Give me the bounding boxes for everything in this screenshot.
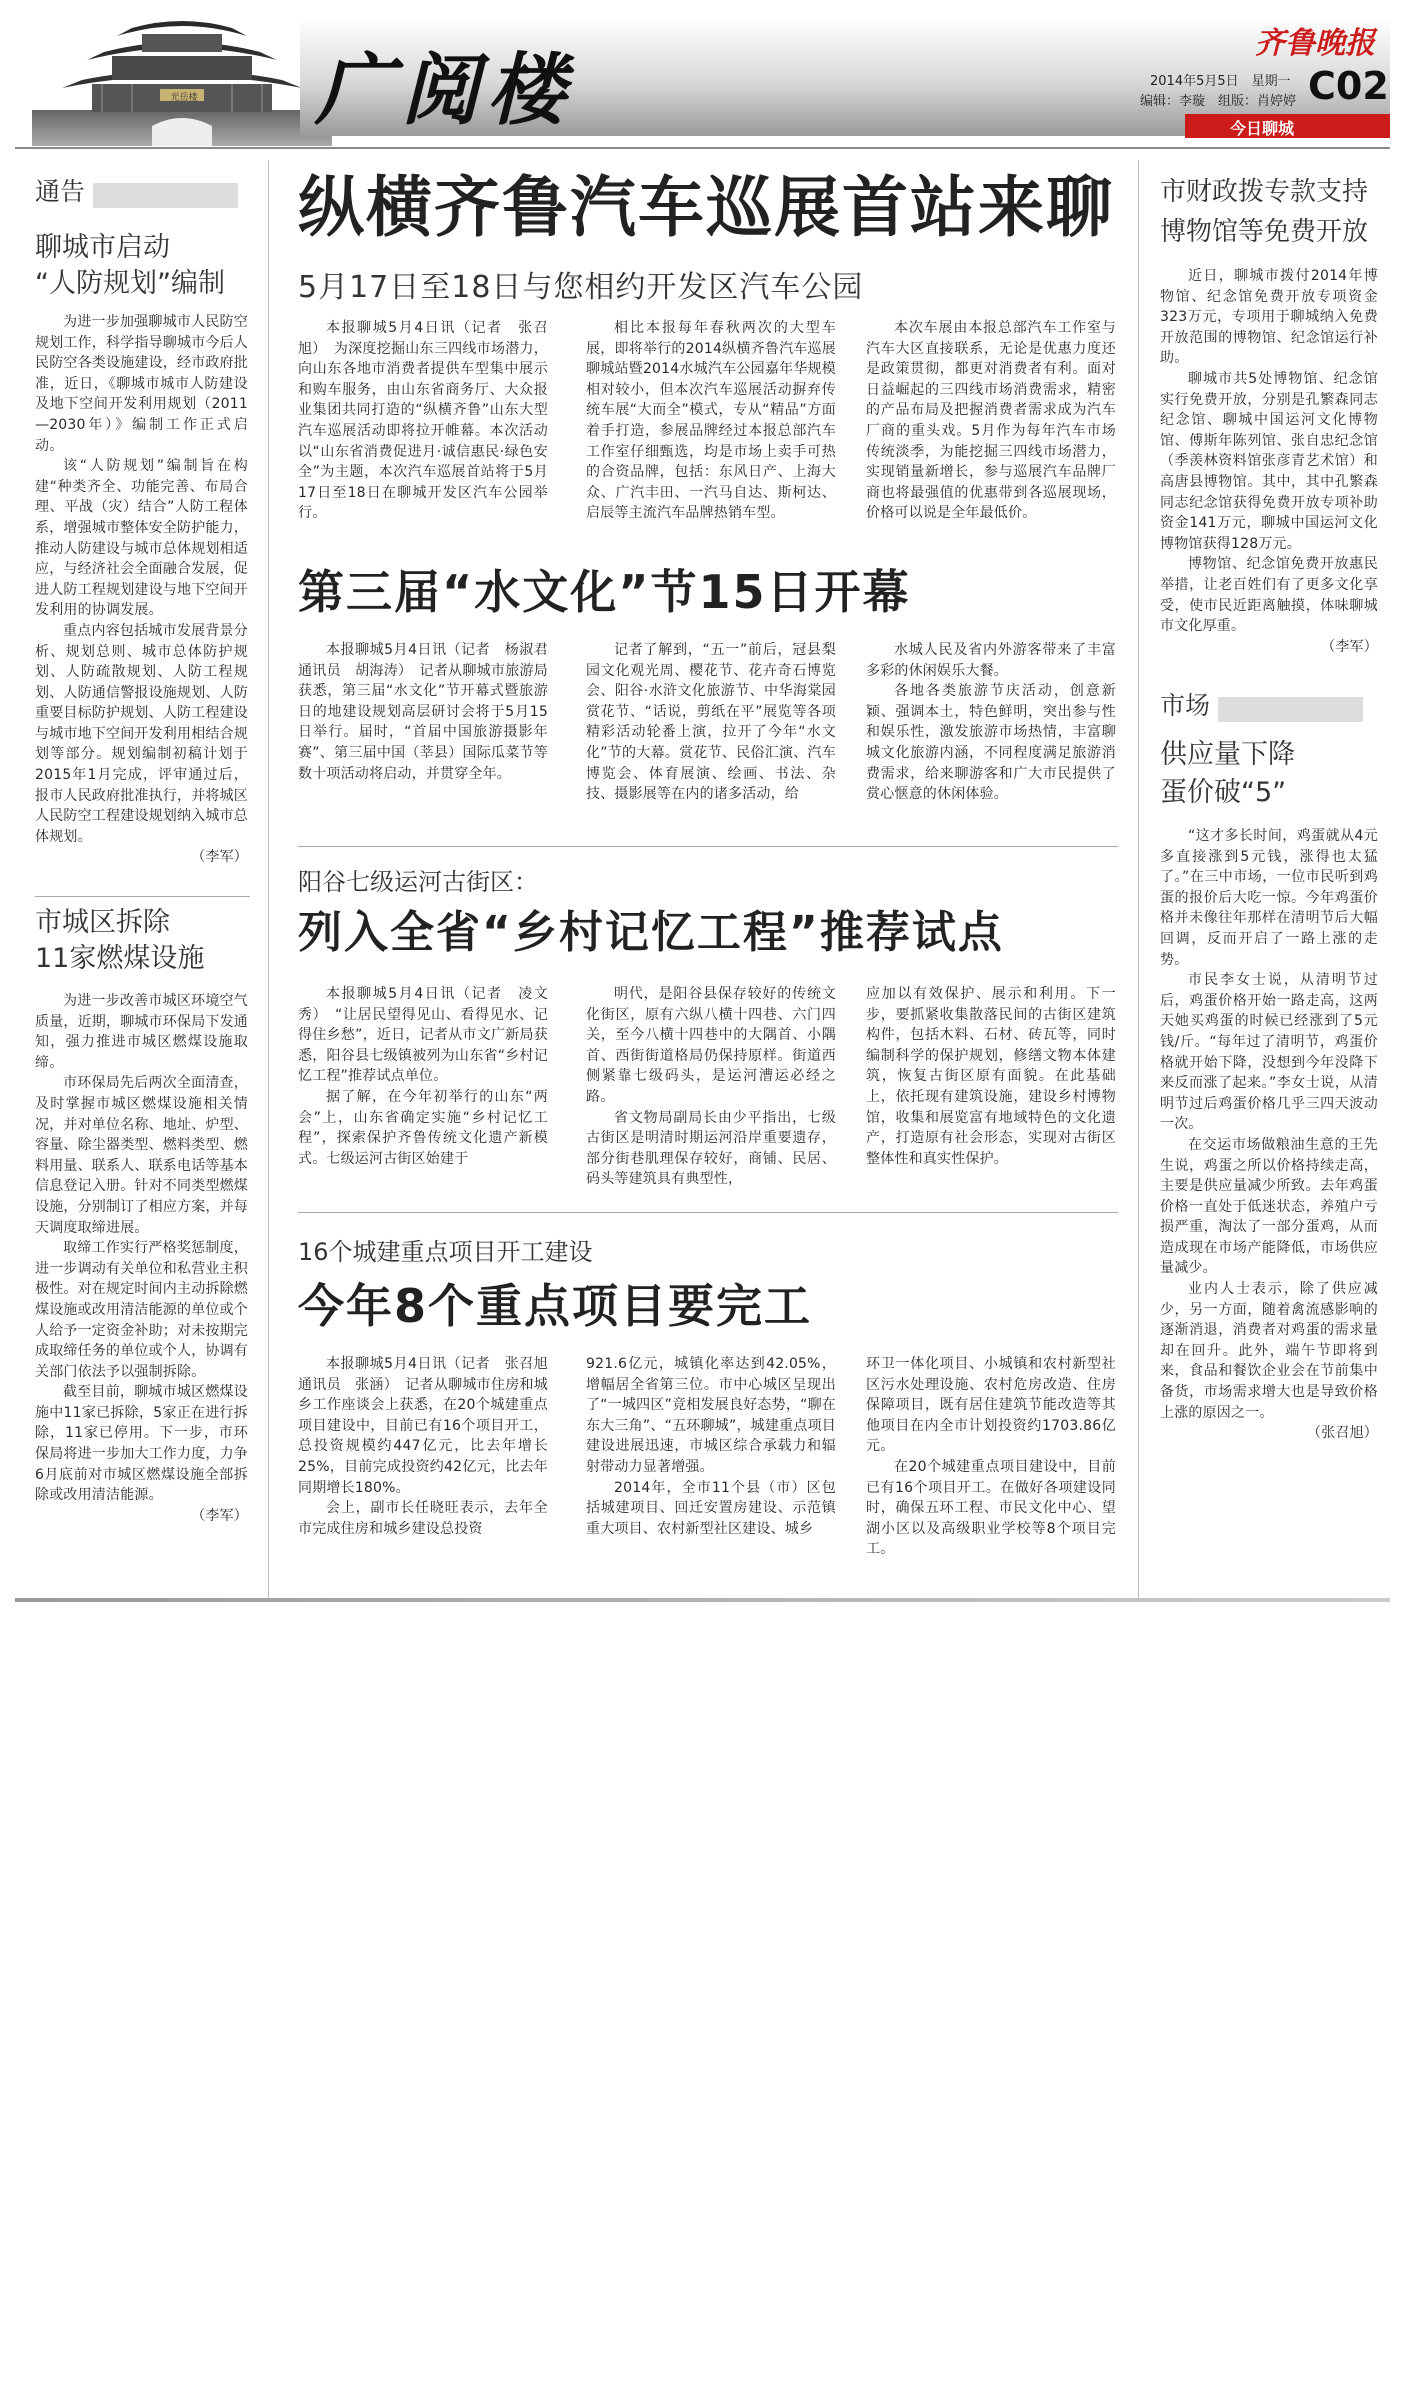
paragraph: 明代，是阳谷县保存较好的传统文化街区，原有六纵八横十四巷、六门四关，至今八横十四巷中的大隅首、小隅首、西街街道格局仍保持原样。街道西侧紧靠七级码头，是运河漕运必经之路。 xyxy=(586,986,836,1105)
story-4-col-1 xyxy=(298,1354,563,1539)
signature: （李军） xyxy=(1321,638,1378,655)
paragraph: 应加以有效保护、展示和利用。下一步，要抓紧收集散落民间的古街区建筑构件，包括木料、石材、砖瓦等，同时编制科学的保护规划，修缮文物本体建筑，恢复古街区原有面貌。在此基础上，依托现有建筑设施，建设乡村博物馆，收集和展览富有地域特色的文化遗产，打造原有社会形态，实现对古街区整体性和真实性保护。 xyxy=(866,986,1116,1167)
title-line-1: 市城区拆除 xyxy=(35,907,170,938)
paragraph: 市民李女士说，从清明节过后，鸡蛋价格开始一路走高，这两天她买鸡蛋的时候已经涨到了5元钱/斤。“每年过了清明节，鸡蛋价格就开始下降，没想到今年没降下来反而涨了起来。”李女士说，从清明节过后鸡蛋价格几乎三四天波动一次。 xyxy=(1160,972,1378,1133)
paragraph: 在交运市场做粮油生意的王先生说，鸡蛋之所以价格持续走高，主要是供应量减少所致。去年鸡蛋价格一直处于低迷状态，养殖户亏损严重，淘汰了一部分蛋鸡，从而造成现在市场产能降低，市场供应量减少。 xyxy=(1160,1136,1378,1277)
column-rule-right xyxy=(1138,160,1139,1600)
article-body xyxy=(1160,826,1378,1444)
paragraph: 本报聊城5月4日讯（记者 张召旭 通讯员 张涵） 记者从聊城市住房和城乡工作座谈会上获悉，在20个城建重点项目建设中，目前已有16个项目开工，总投资规模约447亿元，比去年增长25%，目前完成投资约42亿元，比去年同期增长180%。 xyxy=(298,1356,563,1496)
story-2-col-2 xyxy=(586,640,836,805)
story-4-kicker: 16个城建重点项目开工建设 xyxy=(298,1238,593,1266)
story-1-headline: 纵横齐鲁汽车巡展首站来聊 xyxy=(298,169,1114,246)
paragraph: 市环保局先后两次全面清查，及时掌握市城区燃煤设施相关情况，并对单位名称、地址、炉型、容量、除尘器类型、燃料类型、燃料用量、联系人、联系电话等基本信息登记入册。针对不同类型燃煤设施，分别制订了相应方案，并每天调度取缔进展。 xyxy=(35,1075,248,1236)
article-body xyxy=(35,312,248,868)
header-rule xyxy=(15,147,1390,149)
paragraph: 记者了解到，“五一”前后，冠县梨园文化观光周、樱花节、花卉奇石博览会、阳谷·水浒文化旅游节、中华海棠园赏花节、“话说，剪纸在平”展览等各项精彩活动轮番上演，拉开了今年“水文化”节的大幕。赏花节、民俗汇演、汽车博览会、体育展演、绘画、书法、杂技、摄影展等在内的诸多活动，给 xyxy=(586,642,836,803)
story-3-kicker: 阳谷七级运河古街区： xyxy=(298,868,538,896)
article-body xyxy=(1160,266,1378,657)
right-article-1 xyxy=(1160,172,1378,657)
paragraph: 截至目前，聊城市城区燃煤设施中11家已拆除，5家正在进行拆除，11家已停用。下一步，市环保局将进一步加大工作力度，力争6月底前对市城区燃煤设施全部拆除或改用清洁能源。 xyxy=(35,1384,248,1504)
paragraph: 据了解，在今年初举行的山东“两会”上，山东省确定实施“乡村记忆工程”，探索保护齐鲁传统文化遗产新模式。七级运河古街区始建于 xyxy=(298,1088,548,1167)
title-line-1: 供应量下降 xyxy=(1160,739,1295,770)
paragraph: 该“人防规划”编制旨在构建“种类齐全、功能完善、布局合理、平战（灾）结合”人防工程体系，增强城市整体安全防护能力，推动人防建设与城市总体规划相适应，与经济社会全面融合发展，促进人防工程规划建设与地下空间开发利用的协调发展。 xyxy=(35,458,248,619)
paragraph: 各地各类旅游节庆活动，创意新颖、强调本土，特色鲜明，突出参与性和娱乐性，激发旅游市场热情，丰富聊城文化旅游内涵，不同程度满足旅游消费需求，给来聊游客和广大市民提供了赏心惬意的休闲体验。 xyxy=(866,683,1116,803)
title-line-2: 博物馆等免费开放 xyxy=(1160,217,1369,247)
left-tag xyxy=(35,172,238,208)
story-2-col-1 xyxy=(298,640,563,784)
story-3-headline: 列入全省“乡村记忆工程”推荐试点 xyxy=(298,907,1004,958)
article-body xyxy=(35,991,248,1526)
paragraph: 本报聊城5月4日讯（记者 凌文秀） “让居民望得见山、看得见水、记得住乡愁”，近日，记者从市文广新局获悉，阳谷县七级镇被列为山东省“乡村记忆工程”推荐试点单位。 xyxy=(298,986,548,1085)
story-1-col-1 xyxy=(298,318,548,524)
section-label: 今日聊城 xyxy=(1230,119,1295,138)
story-1-col-3 xyxy=(866,318,1116,524)
left-divider xyxy=(35,896,250,897)
tag-bar xyxy=(93,183,238,208)
paragraph: “这才多长时间，鸡蛋就从4元多直接涨到5元钱，涨得也太猛了。”在三中市场，一位市民听到鸡蛋的报价后大吃一惊。今年鸡蛋价格并未像往年那样在清明节后大幅回调，反而开启了一路上涨的走势。 xyxy=(1160,828,1378,968)
tag-notice: 通告 xyxy=(35,177,86,206)
story-2-col-3 xyxy=(866,640,1116,805)
paragraph: 业内人士表示，除了供应减少，另一方面，随着禽流感影响的逐渐消退，消费者对鸡蛋的需求量却在回升。此外，端午节即将到来，食品和餐饮企业会在节前集中备货，市场需求增大也是导致价格上涨的原因之一。 xyxy=(1160,1281,1378,1421)
title-line-2: “人防规划”编制 xyxy=(35,268,225,299)
gate-tower-icon xyxy=(32,14,332,146)
story-4-col-2 xyxy=(586,1354,836,1539)
article-title xyxy=(35,230,248,302)
left-article-1 xyxy=(35,230,248,868)
story-4-col-3 xyxy=(866,1354,1116,1560)
title-line-2: 11家燃煤设施 xyxy=(35,943,205,974)
paragraph: 为进一步改善市城区环境空气质量，近期，聊城市环保局下发通知，强力推进市城区燃煤设施取缔。 xyxy=(35,993,248,1071)
left-article-2 xyxy=(35,905,248,1526)
paragraph: 会上，副市长任晓旺表示，去年全市完成住房和城乡建设总投资 xyxy=(298,1500,548,1537)
signature: （李军） xyxy=(191,1507,248,1524)
paragraph: 重点内容包括城市发展背景分析、规划总则、城市总体防护规划、人防疏散规划、人防工程规划、人防通信警报设施规划、人防重要目标防护规划、人防工程建设与城市地下空间开发利用相结合规划等部分。规划编制初稿计划于2015年1月完成，评审通过后，报市人民政府批准执行，并将城区人民防空工程建设规划纳入城市总体规划。 xyxy=(35,622,248,845)
paragraph: 取缔工作实行严格奖惩制度，进一步调动有关单位和私营业主积极性。对在规定时间内主动拆除燃煤设施或改用清洁能源的单位或个人给予一定资金补助；对未按期完成取缔任务的单位或个人，协调有关部门依法予以强制拆除。 xyxy=(35,1240,248,1380)
section-title: 广阅楼 xyxy=(315,45,574,136)
editor-line: 编辑：李璇 组版：肖婷婷 xyxy=(1140,94,1297,109)
page-code: C02 xyxy=(1308,64,1389,108)
paragraph: 本报聊城5月4日讯（记者 张召旭） 为深度挖掘山东三四线市场潜力，向山东各地市消费者提供车型集中展示和购车服务，由山东省商务厅、大众报业集团共同打造的“纵横齐鲁”山东大型汽车巡展活动即将拉开帷幕。本次活动以“山东省消费促进月·诚信惠民·绿色安全”为主题，本次汽车巡展首站将于5月17日至18日在聊城开发区汽车公园举行。 xyxy=(298,320,548,522)
title-line-1: 市财政拨专款支持 xyxy=(1160,177,1369,207)
right-tag xyxy=(1160,686,1363,722)
paragraph: 2014年，全市11个县（市）区包括城建项目、回迁安置房建设、示范镇重大项目、农村新型社区建设、城乡 xyxy=(586,1479,836,1537)
story-1-subhead: 5月17日至18日与您相约开发区汽车公园 xyxy=(298,270,864,305)
story-4-headline: 今年8个重点项目要完工 xyxy=(298,1279,813,1333)
column-rule-left xyxy=(268,160,269,1600)
building-plaque-text: 光岳楼 xyxy=(170,93,198,103)
paragraph: 在20个城建重点项目建设中，目前已有16个项目开工。在做好各项建设同时，确保五环工程、市民文化中心、望湖小区以及高级职业学校等8个项目完工。 xyxy=(866,1458,1116,1558)
story-2-divider xyxy=(298,846,1118,847)
paragraph: 环卫一体化项目、小城镇和农村新型社区污水处理设施、农村危房改造、住房保障项目，既有居住建筑节能改造等其他项目在内全市计划投资约1703.86亿元。 xyxy=(866,1356,1116,1455)
story-2-headline: 第三届“水文化”节15日开幕 xyxy=(298,565,911,619)
article-title xyxy=(35,905,248,977)
paragraph: 为进一步加强聊城市人民防空规划工作，科学指导聊城市今后人民防空各类设施建设，经市政府批准，近日，《聊城市城市人防建设及地下空间开发利用规划（2011—2030年）》编制工作正式启动。 xyxy=(35,314,248,454)
article-title xyxy=(1160,172,1378,252)
paragraph: 本次车展由本报总部汽车工作室与汽车大区直接联系，无论是优惠力度还是政策贯彻，都更对消费者有利。面对日益崛起的三四线市场消费需求，精密的产品布局及把握消费者需求成为汽车厂商的重头戏。5月作为每年汽车市场传统淡季，为能挖掘三四线市场潜力，实现销量新增长，参与巡展汽车品牌厂商也将最强值的优惠带到各巡展现场，价格可以说是全年最低价。 xyxy=(866,320,1116,522)
article-title xyxy=(1160,736,1378,812)
story-3-col-2 xyxy=(586,984,836,1190)
signature: （李军） xyxy=(191,849,248,866)
paragraph: 水城人民及省内外游客带来了丰富多彩的休闲娱乐大餐。 xyxy=(866,642,1116,679)
masthead xyxy=(0,0,1409,145)
paragraph: 本报聊城5月4日讯（记者 杨淑君 通讯员 胡海涛） 记者从聊城市旅游局获悉，第三届“水文化”节开幕式暨旅游日的地建设规划高层研讨会将于5月15日举行。届时，“首届中国旅游摄影年赛”、第三届中国（莘县）国际瓜菜节等数十项活动将启动，并贯穿全年。 xyxy=(298,642,563,782)
tag-market: 市场 xyxy=(1160,691,1211,720)
story-1-col-2 xyxy=(586,318,836,524)
right-article-2 xyxy=(1160,736,1378,1444)
story-3-col-3 xyxy=(866,984,1116,1169)
story-3-divider xyxy=(298,1212,1118,1213)
title-line-2: 蛋价破“5” xyxy=(1160,777,1287,808)
date-line: 2014年5月5日 星期一 xyxy=(1150,74,1291,89)
paper-logo: 齐鲁晚报 xyxy=(1255,26,1375,61)
paragraph: 921.6亿元，城镇化率达到42.05%，增幅居全省第三位。市中心城区呈现出了“一城四区”竞相发展良好态势，“聊在东大三角”、“五环聊城”，城建重点项目建设进展迅速，市城区综合承载力和辐射带动力显著增强。 xyxy=(586,1356,836,1475)
paragraph: 聊城市共5处博物馆、纪念馆实行免费开放，分别是孔繁森同志纪念馆、聊城中国运河文化博物馆、傅斯年陈列馆、张自忠纪念馆（季羡林资料馆张彦青艺术馆）和高唐县博物馆。其中，其中孔繁森同志纪念馆获得免费开放专项补助资金141万元，聊城中国运河文化博物馆获得128万元。 xyxy=(1160,370,1378,552)
title-line-1: 聊城市启动 xyxy=(35,232,170,263)
paragraph: 近日，聊城市拨付2014年博物馆、纪念馆免费开放专项资金323万元，专项用于聊城纳入免费开放范围的博物馆、纪念馆运行补助。 xyxy=(1160,268,1378,367)
paragraph: 省文物局副局长由少平指出，七级古街区是明清时期运河沿岸重要遗存，部分街巷肌理保存较好，商铺、民居、码头等建筑具有典型性， xyxy=(586,1109,836,1188)
tag-bar xyxy=(1218,697,1363,722)
paragraph: 相比本报每年春秋两次的大型车展，即将举行的2014纵横齐鲁汽车巡展聊城站暨2014水城汽车公园嘉年华规模相对较小，但本次汽车巡展活动摒弃传统车展“大而全”模式，专从“精品”方面着手打造，参展品牌经过本报总部汽车工作室仔细甄选，均是市场上卖手可热的合资品牌，包括：东风日产、上海大众、广汽丰田、一汽马自达、斯柯达、启辰等主流汽车品牌热销车型。 xyxy=(586,320,836,522)
paragraph: 博物馆、纪念馆免费开放惠民举措，让老百姓们有了更多文化享受，使市民近距离触摸，体味聊城市文化厚重。 xyxy=(1160,556,1378,635)
footer-rule xyxy=(15,1598,1390,1602)
story-3-col-1 xyxy=(298,984,548,1169)
signature: （张召旭） xyxy=(1307,1425,1378,1442)
